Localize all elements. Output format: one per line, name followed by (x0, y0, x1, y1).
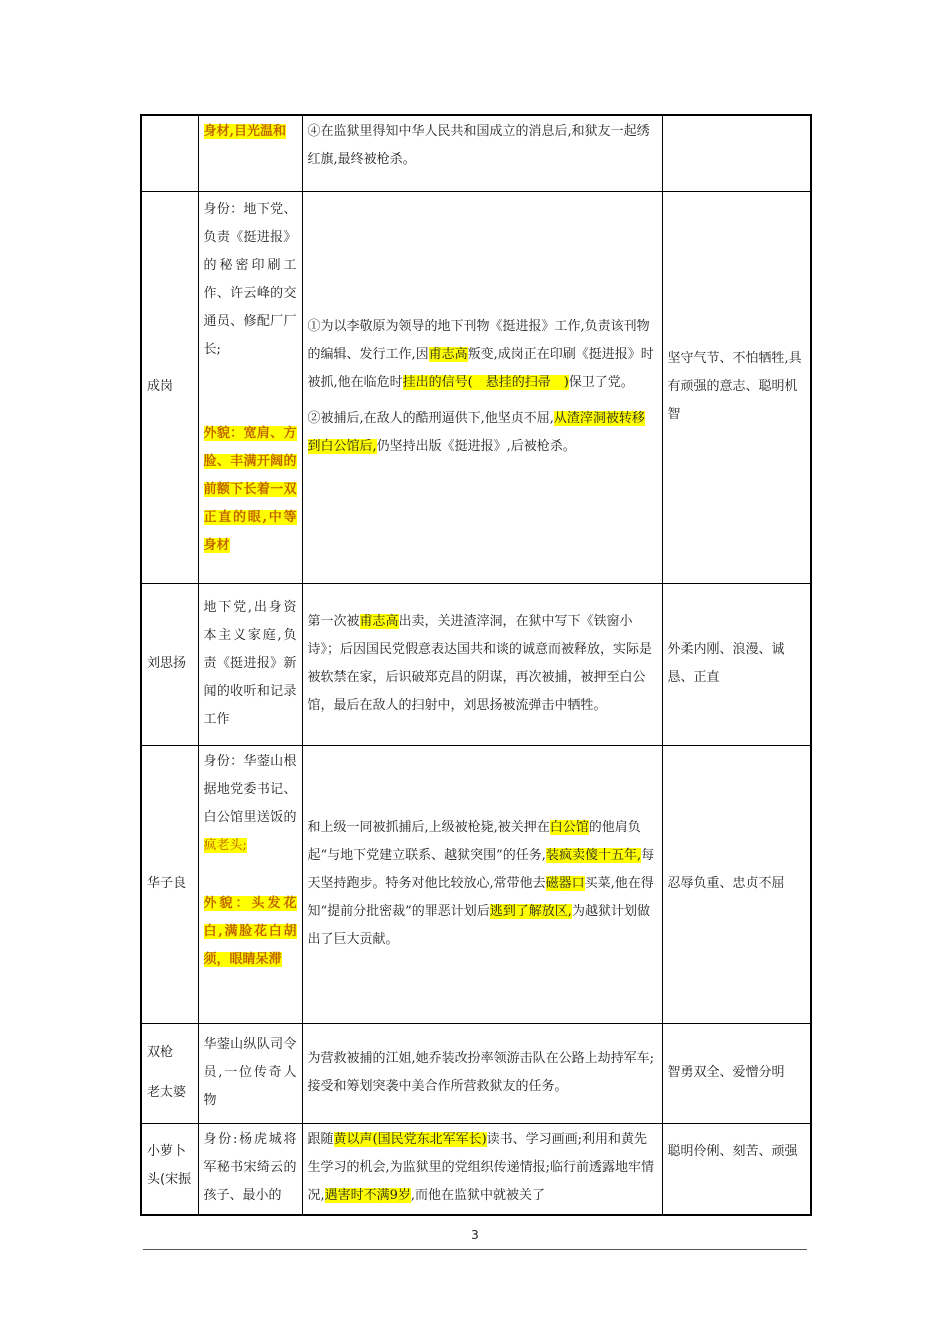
character-name: 刘思扬 (147, 656, 187, 671)
name-cell (141, 1023, 198, 1123)
highlight: 疯老头; (203, 837, 247, 853)
name-cell (141, 115, 198, 191)
trait-cell (662, 583, 811, 745)
table-row (141, 191, 811, 583)
identity-text: 身份：华蓥山根据地党委书记、白公馆里送饭的 (203, 753, 297, 825)
name-cell (141, 583, 198, 745)
identity-cell (198, 1123, 302, 1215)
identity-cell (198, 583, 302, 745)
name-cell (141, 1123, 198, 1215)
character-table (140, 114, 812, 1216)
trait-cell (662, 191, 811, 583)
table-row (141, 115, 811, 191)
appearance-highlight: 外貌：宽肩、方脸、丰满开阔的前额下长着一双正直的眼,中等身材 (203, 425, 297, 553)
character-name: 小萝卜头(宋振 (147, 1143, 192, 1187)
story-paragraph: ②被捕后,在敌人的酷刑逼供下,他坚贞不屈,从渣滓洞被转移到白公馆后,仍坚持出版《挺进报》,后被枪杀。 (307, 411, 645, 454)
identity-text: 身份：地下党、负责《挺进报》的秘密印刷工作、许云峰的交通员、修配厂厂长; (203, 201, 297, 357)
highlight: 逃到了解放区, (489, 904, 572, 919)
highlight: 挂出的信号( 悬挂的扫帚 ) (402, 375, 569, 390)
character-name: 双枪 (147, 1045, 174, 1060)
name-cell (141, 191, 198, 583)
story-cell: 跟随黄以声(国民党东北军军长)读书、学习画画;利用和黄先生学习的机会,为监狱里的党组织传递情报;临行前透露地牢情况,遇害时不满9岁,而他在监狱中就被关了 (302, 1123, 662, 1215)
identity-cell (198, 745, 302, 1023)
trait-text: 忍辱负重、忠贞不屈 (667, 876, 785, 891)
trait-text: 智勇双全、爱憎分明 (667, 1065, 785, 1080)
identity-cell (198, 115, 302, 191)
table-row (141, 1123, 811, 1215)
identity-cell (198, 191, 302, 583)
highlight: 遇害时不满9岁 (324, 1187, 411, 1203)
highlight: 从渣滓洞被转移到白公馆后, (307, 411, 645, 454)
highlight: 甫志高 (428, 347, 468, 362)
trait-text: 聪明伶俐、刻苦、顽强 (667, 1143, 798, 1159)
appearance-highlight: 外貌：头发花白,满脸花白胡须，眼睛呆滞 (203, 895, 297, 967)
page-number: 3 (471, 1228, 479, 1242)
table-row (141, 745, 811, 1023)
story-text: 为营救被捕的江姐,她乔装改扮率领游击队在公路上劫持军车;接受和筹划突袭中美合作所营救狱友的任务。 (307, 1051, 655, 1094)
highlight: 磁器口 (545, 876, 585, 891)
identity-text: 华蓥山纵队司令员,一位传奇人物 (203, 1037, 297, 1108)
appearance-highlight: 身材,目光温和 (203, 124, 287, 139)
character-name: 华子良 (147, 876, 187, 891)
highlight: 甫志高 (359, 614, 399, 629)
highlight: 装疯卖傻十五年, (545, 848, 642, 863)
footer-divider (143, 1249, 807, 1250)
table-row (141, 583, 811, 745)
identity-cell (198, 1023, 302, 1123)
trait-cell (662, 115, 811, 191)
character-name: 成岗 (147, 379, 174, 394)
story-cell: 和上级一同被抓捕后,上级被枪毙,被关押在白公馆的他肩负起“与地下党建立联系、越狱突围”的任务,装疯卖傻十五年,每天坚持跑步。特务对他比较放心,常带他去磁器口买菜,他在得知“提前分批密裁”的罪恶计划后逃到了解放区,为越狱计划做出了巨大贡献。 (302, 745, 662, 1023)
identity-text: 身份:杨虎城将军秘书宋绮云的孩子、最小的 (203, 1131, 297, 1203)
highlight: 白公馆 (549, 820, 589, 835)
story-cell (302, 1023, 662, 1123)
trait-cell (662, 745, 811, 1023)
story-cell (302, 115, 662, 191)
story-paragraph: ①为以李敬原为领导的地下刊物《挺进报》工作,负责该刊物的编辑、发行工作,因甫志高叛变,成岗正在印刷《挺进报》时被抓,他在临危时挂出的信号( 悬挂的扫帚 )保卫了党。 (307, 319, 654, 390)
story-text: ④在监狱里得知中华人民共和国成立的消息后,和狱友一起绣红旗,最终被枪杀。 (307, 124, 650, 167)
trait-cell (662, 1123, 811, 1215)
trait-cell (662, 1023, 811, 1123)
trait-text: 坚守气节、不怕牺牲,具有顽强的意志、聪明机智 (667, 351, 802, 422)
table-row (141, 1023, 811, 1123)
story-cell (302, 191, 662, 583)
identity-text: 地下党,出身资本主义家庭,负责《挺进报》新闻的收听和记录工作 (203, 600, 297, 727)
trait-text: 外柔内刚、浪漫、诚恳、正直 (667, 642, 785, 685)
highlight: 黄以声(国民党东北军军长) (333, 1131, 487, 1147)
name-cell (141, 745, 198, 1023)
story-cell: 第一次被甫志高出卖，关进渣滓洞，在狱中写下《铁窗小诗》；后因国民党假意表达国共和谈的诚意而被释放，实际是被软禁在家，后识破郑克昌的阴谋，再次被捕，被押至白公馆，最后在敌人的扫射中，刘思扬被流弹击中牺牲。 (302, 583, 662, 745)
character-name: 老太婆 (147, 1085, 187, 1100)
